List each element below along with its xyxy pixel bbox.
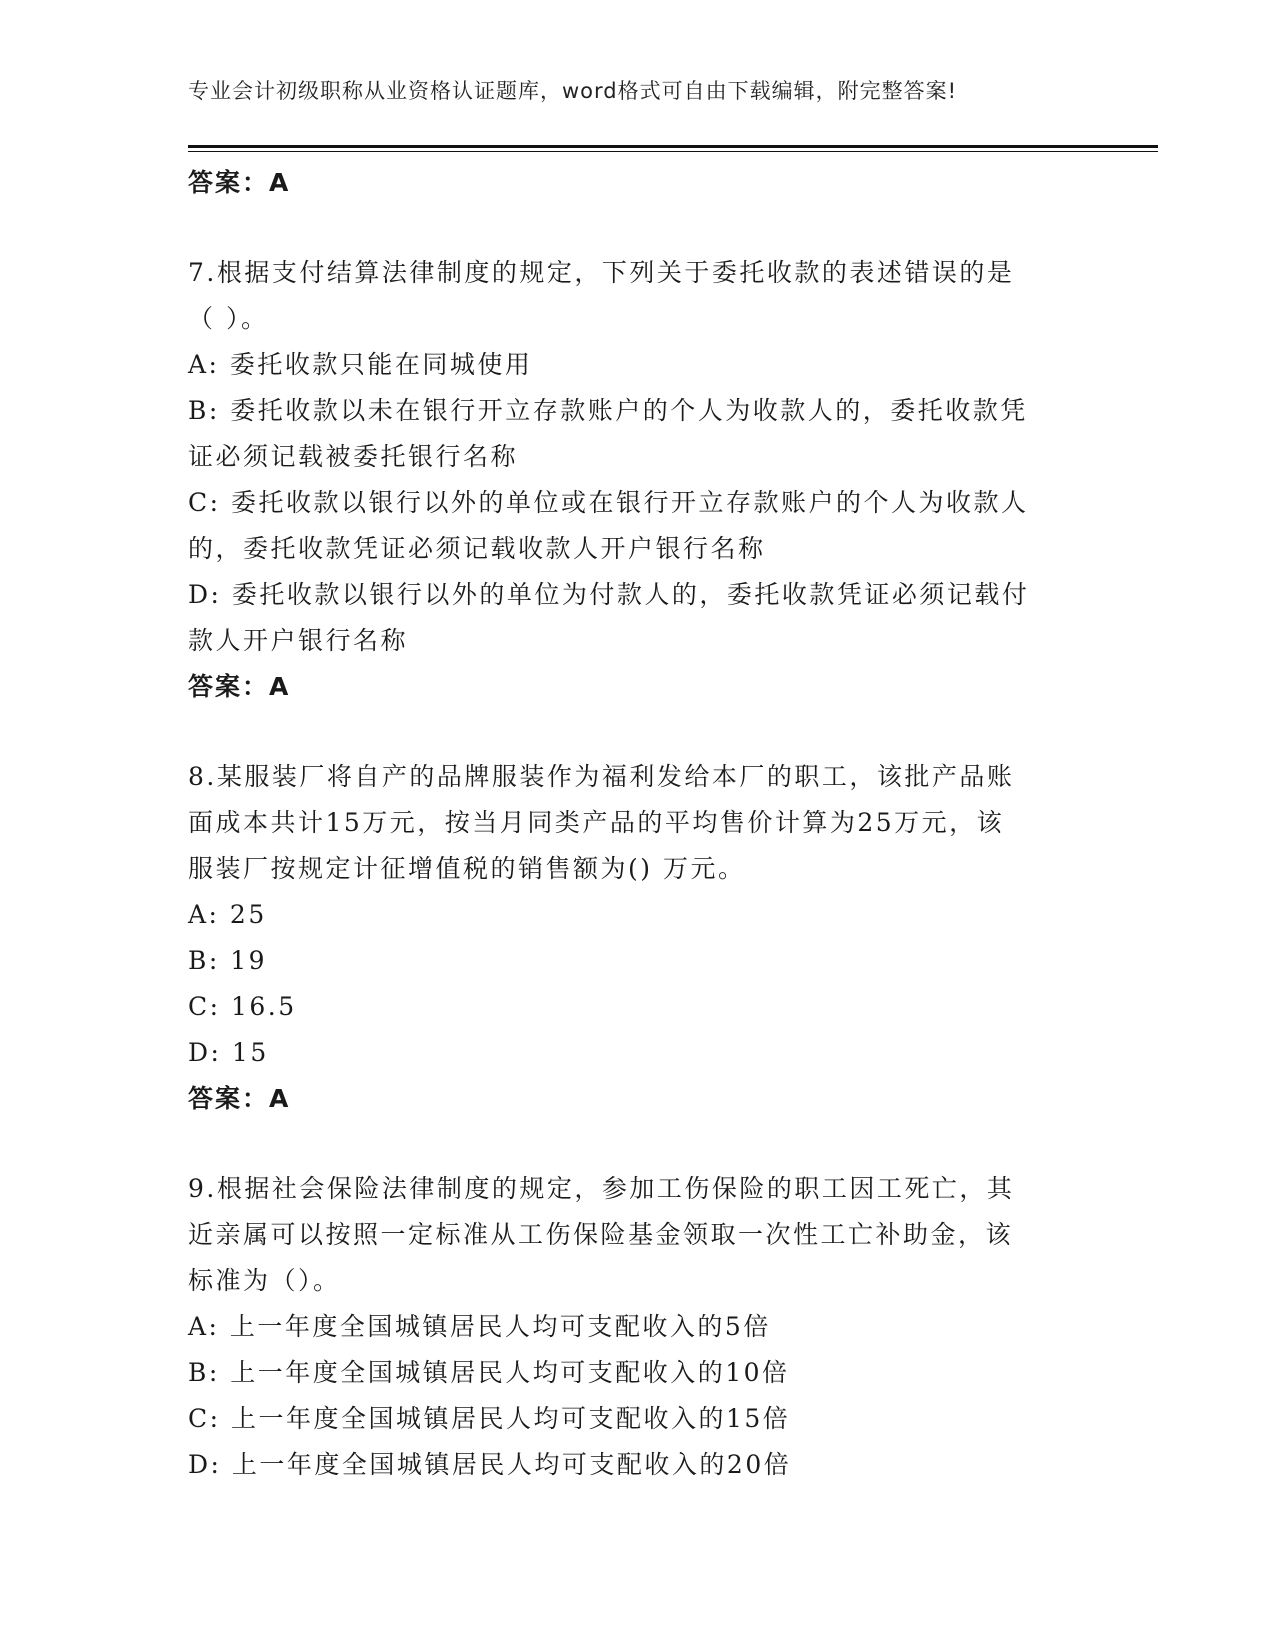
option-c-continued: 的，委托收款凭证必须记载收款人开户银行名称 — [188, 534, 766, 563]
option-c: C: 16.5 — [188, 992, 297, 1021]
question-stem-line: 8.某服装厂将自产的品牌服装作为福利发给本厂的职工，该批产品账 — [188, 762, 1015, 791]
question-answer: 答案：A — [188, 1084, 291, 1113]
question-stem-line: （ ）。 — [188, 304, 269, 333]
question-stem-line: 标准为（）。 — [188, 1266, 341, 1295]
document-body — [188, 160, 1088, 1488]
option-a: A: 上一年度全国城镇居民人均可支配收入的5倍 — [188, 1312, 771, 1341]
previous-answer: 答案：A — [188, 168, 291, 197]
option-d-continued: 款人开户银行名称 — [188, 626, 409, 655]
option-c: C: 委托收款以银行以外的单位或在银行开立存款账户的个人为收款人 — [188, 488, 1029, 517]
option-b: B: 委托收款以未在银行开立存款账户的个人为收款人的，委托收款凭 — [188, 396, 1028, 425]
question-stem-line: 面成本共计15万元，按当月同类产品的平均售价计算为25万元，该 — [188, 808, 1005, 837]
option-a: A: 委托收款只能在同城使用 — [188, 350, 533, 379]
option-b: B: 19 — [188, 946, 268, 975]
question-stem-line: 近亲属可以按照一定标准从工伤保险基金领取一次性工亡补助金，该 — [188, 1220, 1014, 1249]
question-7 — [188, 250, 1088, 710]
option-a: A: 25 — [188, 900, 267, 929]
option-d: D: 上一年度全国城镇居民人均可支配收入的20倍 — [188, 1450, 792, 1479]
header-rule-thin — [188, 151, 1158, 152]
option-b-continued: 证必须记载被委托银行名称 — [188, 442, 519, 471]
header-rule-thick — [188, 145, 1158, 148]
option-c: C: 上一年度全国城镇居民人均可支配收入的15倍 — [188, 1404, 791, 1433]
question-answer: 答案：A — [188, 672, 291, 701]
spacer — [188, 206, 1088, 250]
option-b: B: 上一年度全国城镇居民人均可支配收入的10倍 — [188, 1358, 790, 1387]
spacer — [188, 710, 1088, 754]
question-stem-line: 9.根据社会保险法律制度的规定，参加工伤保险的职工因工死亡，其 — [188, 1174, 1015, 1203]
question-stem-line: 7.根据支付结算法律制度的规定，下列关于委托收款的表述错误的是 — [188, 258, 1015, 287]
question-9 — [188, 1166, 1088, 1488]
option-d: D: 委托收款以银行以外的单位为付款人的，委托收款凭证必须记载付 — [188, 580, 1030, 609]
question-8 — [188, 754, 1088, 1122]
option-d: D: 15 — [188, 1038, 269, 1067]
question-stem-line: 服装厂按规定计征增值税的销售额为() 万元。 — [188, 854, 746, 883]
page-header: 专业会计初级职称从业资格认证题库，word格式可自由下载编辑，附完整答案! — [188, 79, 958, 103]
spacer — [188, 1122, 1088, 1166]
